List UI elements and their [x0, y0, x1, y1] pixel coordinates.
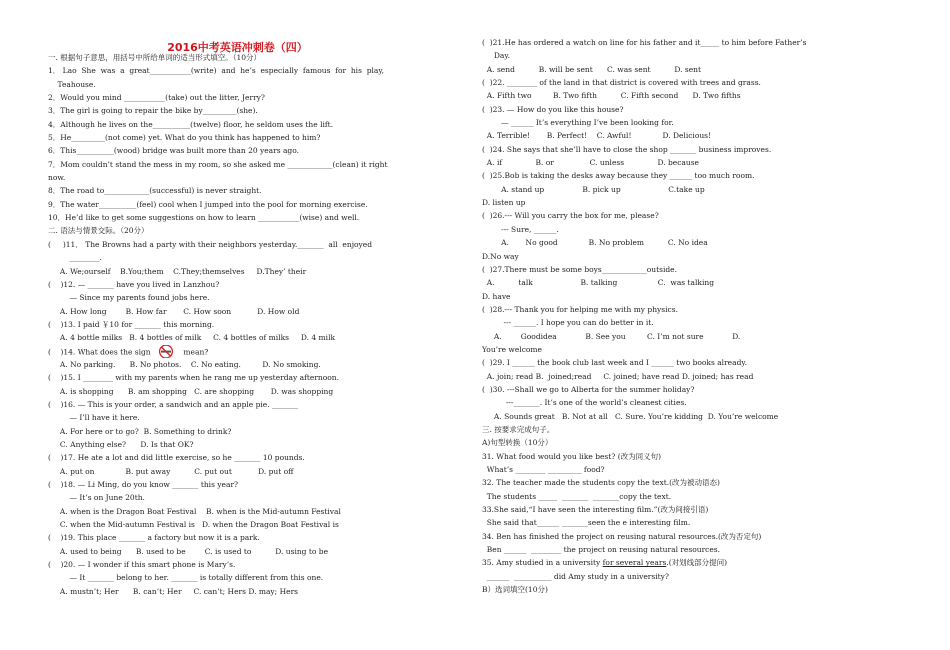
text-line: [482, 156, 906, 169]
line-text: ( )15. I ________ with my parents when he rang me up yesterday afternoon.: [48, 373, 339, 383]
line-text: --- Sure, ______.: [482, 224, 559, 234]
text-line: [482, 343, 906, 356]
text-line: [48, 78, 473, 91]
text-line: [48, 438, 473, 451]
text-line: [48, 211, 473, 224]
line-text: A. Terrible! B. Perfect! C. Awful! D. Delicious!: [482, 131, 712, 141]
text-line: [482, 410, 906, 423]
text-line: [482, 476, 906, 489]
text-line: [48, 318, 473, 331]
line-text: ( )29. I ______ the book club last week and I ______ two books already.: [482, 358, 747, 368]
text-line: 35. Amy studied in a university for several years.(对划线部分提问): [482, 558, 728, 568]
line-text: Day.: [482, 51, 511, 61]
line-text: D. have: [482, 291, 511, 301]
text-line: [482, 530, 906, 543]
line-text: ________.: [48, 253, 102, 263]
text-line: [482, 89, 906, 102]
line-text: 二. 语法与情景交际。（20分）: [48, 226, 149, 236]
line-text: ( )18. — Li Ming, do you know _______ this year?: [48, 480, 239, 489]
line-text: 5．He_________(not come) yet. What do you think has happened to him?: [48, 133, 321, 143]
line-text: — ______ It’s everything I’ve been looking for.: [482, 118, 674, 128]
text-line: [48, 158, 473, 171]
text-line: [48, 104, 473, 117]
line-text: ( )20. — I wonder if this smart phone is Mary’s.: [48, 560, 236, 570]
text-line: [482, 116, 906, 129]
text-line: [48, 278, 473, 291]
line-text: ( )25.Bob is taking the desks away because they ______ too much room.: [482, 171, 755, 181]
text-line: [48, 371, 473, 384]
text-line: [482, 543, 906, 556]
line-text: — Since my parents found jobs here.: [48, 293, 210, 303]
text-line: [48, 91, 473, 104]
text-line: [482, 303, 906, 316]
line-text: A. For here or to go? B. Something to drink?: [48, 426, 232, 436]
line-text: ( )13. I paid ￥10 for _______ this morning.: [48, 319, 215, 329]
line-text: now.: [48, 173, 66, 183]
line-text: 1． Lao She was a great___________(write) and he’s especially famous for his play,: [48, 66, 384, 76]
text-line: [482, 423, 906, 436]
line-text: A. is shopping B. am shopping C. are shopping D. was shopping: [48, 386, 334, 396]
line-text: ( )12. — _______ have you lived in Lanzhou?: [48, 279, 220, 289]
text-line: [482, 209, 906, 222]
line-text: She said that______ _______seen the e interesting film.: [482, 518, 691, 528]
line-text: Teahouse.: [48, 79, 96, 89]
text-line: [48, 238, 473, 251]
text-line: [482, 396, 906, 409]
line-text: C. Anything else? D. Is that OK?: [48, 439, 194, 449]
line-text: 3．The girl is going to repair the bike by_________(she).: [48, 106, 258, 116]
exam-title: 2016中考英语冲刺卷（四）: [167, 41, 308, 54]
line-text: A. put on B. put away C. put out D. put off: [48, 466, 294, 476]
line-text: ( )30. ---Shall we go to Alberta for the summer holiday?: [482, 384, 695, 394]
text-line: [482, 76, 906, 89]
text-line: [48, 171, 473, 184]
line-text: — It _______ belong to her. _______ is totally different from this one.: [48, 573, 324, 583]
right-column: [482, 36, 906, 596]
text-line: [48, 505, 473, 518]
line-text: A)句型转换（10分）: [482, 438, 553, 448]
line-text: ( )26.--- Will you carry the box for me, please?: [482, 211, 659, 221]
line-text: ---_______. It’s one of the world’s cleanest cities.: [482, 398, 687, 408]
text-line: [48, 411, 473, 424]
text-line: [48, 118, 473, 131]
line-text: The students _____ _______ _______copy the text.: [482, 491, 672, 501]
text-line: [48, 558, 473, 571]
text-line: [48, 51, 473, 64]
line-text: D.No way: [482, 251, 519, 261]
text-line: [48, 184, 473, 197]
line-text: ______ __________ did Amy study in a university?: [482, 571, 669, 581]
line-text: — I’ll have it here.: [48, 413, 140, 423]
text-line: [482, 36, 906, 49]
line-text: ( )11． The Browns had a party with their neighbors yesterday._______ all enjoyed: [48, 239, 373, 249]
line-text: C. when the Mid-autumn Festival is D. when the Dragon Boat Festival is: [48, 520, 339, 530]
text-line: [48, 385, 473, 398]
text-line: [48, 518, 473, 531]
text-line: [482, 516, 906, 529]
line-text: ( )22. ________ of the land in that district is covered with trees and grass.: [482, 78, 761, 88]
line-text: 33.She said,“I have seen the interesting film.”(改为间接引语): [482, 505, 709, 515]
text-line: [48, 531, 473, 544]
line-text: 31. What food would you like best? (改为同义句): [482, 451, 662, 461]
text-line: [482, 316, 906, 329]
line-text: A. Sounds great B. Not at all C. Sure. You’re kidding D. You’re welcome: [482, 411, 779, 421]
text-line: [482, 276, 906, 289]
line-text: --- ______. I hope you can do better in it.: [482, 318, 654, 328]
line-text: A. No good B. No problem C. No idea: [482, 238, 708, 248]
line-text: A. Goodidea B. See you C. I’m not sure D.: [482, 331, 741, 341]
text-line: [482, 570, 906, 583]
line-text: Ben ______ ________ the project on reusing natural resources.: [482, 545, 721, 555]
text-line: [482, 583, 906, 596]
text-line: [48, 478, 473, 491]
line-text: ( )16. — This is your order, a sandwich and an apple pie. _______: [48, 399, 299, 409]
underlined-phrase: for several years: [602, 558, 667, 568]
text-line: [48, 585, 473, 598]
text-line: [482, 450, 906, 463]
line-text: 8．The road to____________(successful) is never straight.: [48, 186, 262, 196]
line-text: A. No parking. B. No photos. C. No eating. D. No smoking.: [48, 359, 321, 369]
line-text: A. 4 bottle milks B. 4 bottles of milk C. 4 bottles of milks D. 4 milk: [48, 333, 336, 343]
text-line: [482, 250, 906, 263]
text-line: [48, 224, 473, 237]
text-line: [482, 370, 906, 383]
line-text: A. if B. or C. unless D. because: [482, 158, 699, 168]
text-line: [482, 223, 906, 236]
line-text: ( )27.There must be some boys____________outside.: [482, 264, 677, 274]
line-text: ( )23. — How do you like this house?: [482, 104, 624, 114]
text-line: [48, 545, 473, 558]
text-line: [48, 451, 473, 464]
line-text: 7．Mom couldn’t stand the mess in my room, so she asked me ____________(clean) it right: [48, 159, 388, 169]
line-text: 4．Although he lives on the__________(twelve) floor, he seldom uses the lift.: [48, 119, 334, 129]
text-line: [48, 425, 473, 438]
text-line: [482, 183, 906, 196]
text-line: [482, 463, 906, 476]
text-line: [48, 64, 473, 77]
text-line: [482, 143, 906, 156]
line-text: A. send B. will be sent C. was sent D. sent: [482, 64, 702, 74]
text-line: [48, 398, 473, 411]
text-line: [482, 436, 906, 449]
text-line: [482, 503, 906, 516]
line-text: A. join; read B. joined;read C. joined; have read D. joined; has read: [482, 371, 754, 381]
line-text: A. Fifth two B. Two fifth C. Fifth second D. Two fifths: [482, 91, 741, 101]
line-text: ( )17. He ate a lot and did little exercise, so he _______ 10 pounds.: [48, 453, 305, 463]
text-line: [48, 251, 473, 264]
line-text: A. talk B. talking C. was talking: [482, 278, 714, 288]
q14-suffix: mean?: [178, 347, 209, 357]
line-text: 10．He’d like to get some suggestions on how to learn ___________(wise) and well.: [48, 213, 360, 223]
line-text: 9．The water__________(feel) cool when I jumped into the pool for morning exercise.: [48, 199, 368, 209]
text-line: [48, 358, 473, 371]
left-column: [48, 51, 473, 598]
line-text: 34. Ben has finished the project on reusing natural resources.(改为否定句): [482, 531, 762, 541]
line-text: A. stand up B. pick up C.take up: [482, 184, 705, 194]
text-line: [482, 196, 906, 209]
text-line: [48, 265, 473, 278]
no-smoking-sign-icon: [153, 345, 179, 358]
line-text: 三. 按要求完成句子。: [482, 424, 555, 434]
text-line: [482, 103, 906, 116]
line-text: A. used to being B. used to be C. is used to D. using to be: [48, 546, 329, 556]
line-text: 32. The teacher made the students copy the text.(改为被动语态): [482, 478, 720, 488]
line-text: ( )28.--- Thank you for helping me with my physics.: [482, 304, 678, 314]
text-line: [482, 169, 906, 182]
line-text: A. How long B. How far C. How soon D. How old: [48, 306, 300, 316]
text-line: [482, 129, 906, 142]
line-text: A. mustn’t; Her B. can’t; Her C. can’t; Hers D. may; Hers: [48, 586, 298, 596]
line-text: You’re welcome: [482, 344, 542, 354]
line-text: 2．Would you mind ___________(take) out the litter, Jerry?: [48, 93, 265, 103]
text-line: [48, 465, 473, 478]
text-line: [482, 49, 906, 62]
text-line: [482, 290, 906, 303]
text-line: [482, 356, 906, 369]
line-text: ( )21.He has ordered a watch on line for his father and it_____ to him before Father’s: [482, 38, 807, 47]
text-line: [48, 491, 473, 504]
text-line: [48, 571, 473, 584]
text-line: [48, 345, 473, 358]
text-line: [482, 383, 906, 396]
line-text: A. when is the Dragon Boat Festival B. when is the Mid-autumn Festival: [48, 506, 341, 516]
line-text: ( )19. This place _______ a factory but now it is a park.: [48, 533, 260, 543]
text-line: [482, 490, 906, 503]
line-text: — It’s on June 20th.: [48, 493, 145, 503]
text-line: [482, 330, 906, 343]
line-text: A. We;ourself B.You;them C.They;themselves D.They’ their: [48, 266, 307, 276]
text-line: [48, 131, 473, 144]
line-text: ( )24. She says that she’ll have to close the shop _______ business improves.: [482, 144, 772, 154]
text-line: [48, 198, 473, 211]
text-line: [48, 291, 473, 304]
text-line: [482, 236, 906, 249]
line-text: 一. 根据句子意思，用括号中所给单词的适当形式填空。（10分）: [48, 53, 262, 62]
line-text: B）选词填空(10分): [482, 585, 548, 595]
text-line: [48, 305, 473, 318]
line-text: D. listen up: [482, 198, 526, 208]
line-text: 6．This__________(wood) bridge was built more than 20 years ago.: [48, 146, 299, 156]
text-line: [48, 331, 473, 344]
text-line: [482, 263, 906, 276]
text-line: [48, 144, 473, 157]
text-line: [482, 63, 906, 76]
line-text: What’s ________ _________ food?: [482, 465, 605, 474]
line-text: ( )14. What does the sign: [48, 347, 151, 357]
